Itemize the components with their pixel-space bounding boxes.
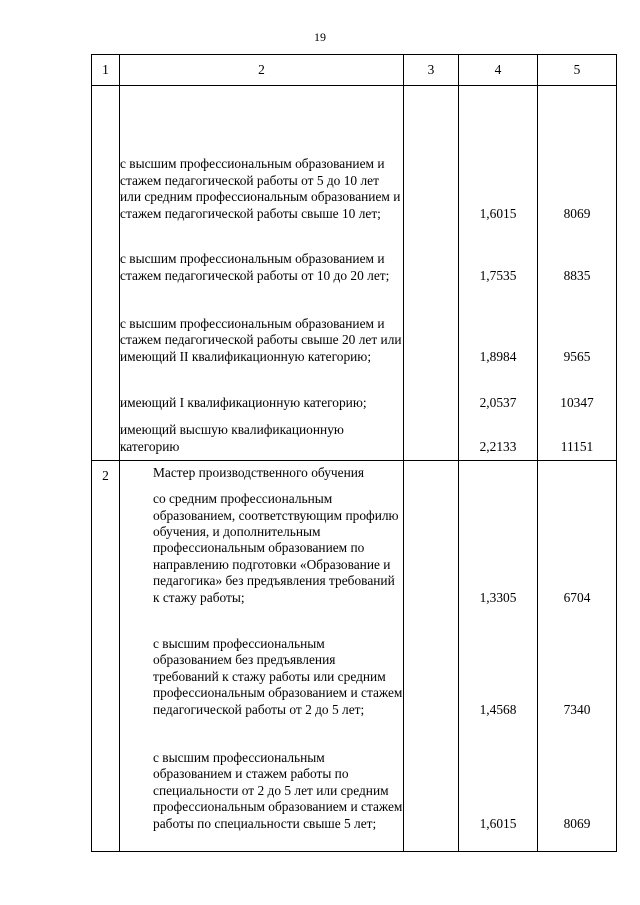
coefficient-value: 1,7535 xyxy=(479,267,517,283)
empty-cell xyxy=(404,86,459,461)
list-item: с высшим профессиональным образованием и стажем педагогической работы от 5 до 10 лет или средним профессиональным образованием и стажем педагогической работы свыше 10 лет; xyxy=(120,156,401,221)
group-title: Мастер производственного обучения xyxy=(153,465,365,480)
list-item: с высшим профессиональным образованием и стажем педагогической работы свыше 20 лет или имеющий II квалификационную категорию; xyxy=(120,315,402,364)
column-header-4: 4 xyxy=(459,55,538,86)
list-item: с высшим профессиональным образованием и стажем работы по специальности от 2 до 5 лет или средним профессиональным образованием и стажем работы по специальности свыше 5 лет; xyxy=(153,749,403,831)
table-row xyxy=(92,86,617,461)
salary-value: 7340 xyxy=(563,701,591,717)
coefficient-value: 2,2133 xyxy=(479,438,517,454)
salary-table xyxy=(91,54,617,852)
salary-value: 8069 xyxy=(563,815,591,831)
table-header-row xyxy=(92,55,617,86)
salary-value: 8069 xyxy=(563,205,591,221)
salary-value: 6704 xyxy=(563,589,591,605)
column-header-3: 3 xyxy=(404,55,459,86)
coefficient-value: 1,3305 xyxy=(479,589,517,605)
list-item: имеющий I квалификационную категорию; xyxy=(120,394,367,410)
description-cell xyxy=(120,86,404,461)
column-header-1: 1 xyxy=(92,55,120,86)
list-item: с высшим профессиональным образованием без предъявления требований к стажу работы или средним профессиональным образованием и стажем педагогической работы от 2 до 5 лет; xyxy=(153,635,403,717)
salary-cell xyxy=(538,461,617,852)
salary-value: 9565 xyxy=(563,348,591,364)
page-number: 19 xyxy=(314,30,326,44)
coefficient-value: 1,6015 xyxy=(479,205,517,221)
salary-value: 10347 xyxy=(560,394,594,410)
list-item: имеющий высшую квалификационную категорию xyxy=(120,422,344,454)
salary-value: 8835 xyxy=(563,267,591,283)
row-number-cell xyxy=(92,86,120,461)
coefficient-value: 1,6015 xyxy=(479,815,517,831)
coefficient-value: 2,0537 xyxy=(479,394,517,410)
column-header-5: 5 xyxy=(538,55,617,86)
list-item: с высшим профессиональным образованием и стажем педагогической работы от 10 до 20 лет; xyxy=(120,251,390,283)
table-row xyxy=(92,461,617,852)
coefficient-value: 1,8984 xyxy=(479,348,517,364)
description-cell xyxy=(120,461,404,852)
row-number-cell xyxy=(92,461,120,852)
coefficient-cell xyxy=(459,86,538,461)
salary-cell xyxy=(538,86,617,461)
empty-cell xyxy=(404,461,459,852)
salary-value: 11151 xyxy=(560,438,594,454)
column-header-2: 2 xyxy=(120,55,404,86)
coefficient-value: 1,4568 xyxy=(479,701,517,717)
coefficient-cell xyxy=(459,461,538,852)
list-item: со средним профессиональным образованием, соответствующим профилю обучения, и дополнительным профессиональным образованием по направлению подготовки «Образование и педагогика» без предъявления требований к стажу работы; xyxy=(153,491,399,605)
row-number: 2 xyxy=(102,468,109,483)
